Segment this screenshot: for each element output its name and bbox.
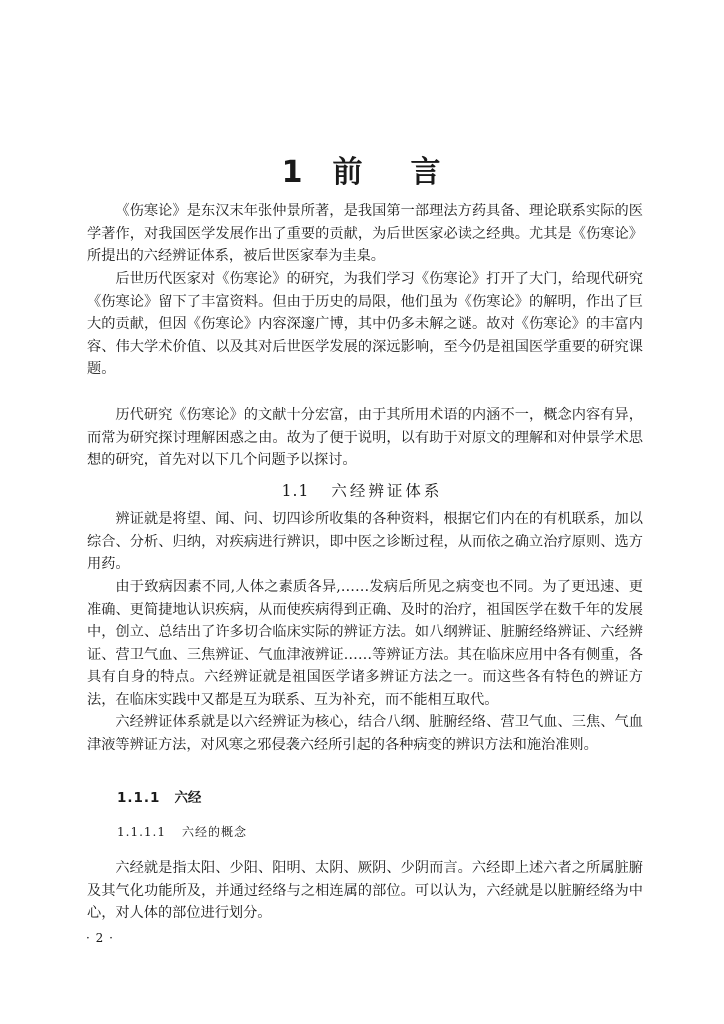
section-paragraph-1: 辨证就是将望、闻、问、切四诊所收集的各种资料，根据它们内在的有机联系，加以综合、分析、归纳，对疾病进行辨识，即中医之诊断过程，从而依之确立治疗原则、选方用药。 xyxy=(87,511,643,572)
page-number: · 2 · xyxy=(86,931,114,945)
subsection-number: 1.1.1 xyxy=(117,790,161,806)
intro-paragraph-1: 《伤寒论》是东汉末年张仲景所著，是我国第一部理法方药具备、理论联系实际的医学著作，对我国医学发展作出了重要的贡献，为后世医家必读之经典。尤其是《伤寒论》所提出的六经辨证体系，被后世医家奉为圭臬。 xyxy=(87,203,643,264)
subsubsection-title: 六经的概念 xyxy=(181,825,247,839)
chapter-title xyxy=(0,147,724,191)
chapter-number: 1 xyxy=(281,155,305,190)
chapter-title-char-2: 言 xyxy=(410,155,443,190)
section-number: 1.1 xyxy=(281,482,310,500)
subsubsection-heading xyxy=(117,823,247,840)
intro-paragraph-2: 后世历代医家对《伤寒论》的研究，为我们学习《伤寒论》打开了大门，给现代研究《伤寒论》留下了丰富资料。但由于历史的局限，他们虽为《伤寒论》的解明，作出了巨大的贡献，但因《伤寒论》内容深邃广博，其中仍多未解之谜。故对《伤寒论》的丰富内容、伟大学术价值、以及其对后世医学发展的深远影响，至今仍是祖国医学重要的研究课题。 xyxy=(87,271,643,377)
subsection-heading xyxy=(117,786,201,806)
subsection-title: 六经 xyxy=(174,790,202,806)
intro-paragraph-3: 历代研究《伤寒论》的文献十分宏富，由于其所用术语的内涵不一，概念内容有异，而常为研究探讨理解困惑之由。故为了便于说明，以有助于对原文的理解和对仲景学术思想的研究，首先对以下几个问题予以探讨。 xyxy=(87,407,643,468)
section-paragraph-3: 六经辨证体系就是以六经辨证为核心，结合八纲、脏腑经络、营卫气血、三焦、气血津液等辨证方法，对风寒之邪侵袭六经所引起的各种病变的辨识方法和施治准则。 xyxy=(87,714,643,753)
chapter-title-char-1: 前 xyxy=(332,155,365,190)
subsubsection-number: 1.1.1.1 xyxy=(117,825,166,839)
section-paragraph-2: 由于致病因素不同,人体之素质各异,……发病后所见之病变也不同。为了更迅速、更准确、更简捷地认识疾病，从而使疾病得到正确、及时的治疗，祖国医学在数千年的发展中，创立、总结出了许多切合临床实际的辨证方法。如八纲辨证、脏腑经络辨证、六经辨证、营卫气血、三焦辨证、气血津液辨证……等辨证方法。其在临床应用中各有侧重，各具有自身的特点。六经辨证就是祖国医学诸多辨证方法之一。而这些各有特色的辨证方法，在临床实践中又都是互为联系、互为补充，而不能相互取代。 xyxy=(87,579,643,708)
section-heading xyxy=(0,479,724,501)
section-title: 六经辨证体系 xyxy=(331,482,443,500)
subsubsection-paragraph: 六经就是指太阳、少阳、阳明、太阴、厥阴、少阴而言。六经即上述六者之所属脏腑及其气化功能所及，并通过经络与之相连属的部位。可以认为，六经就是以脏腑经络为中心，对人体的部位进行划分。 xyxy=(87,860,643,921)
